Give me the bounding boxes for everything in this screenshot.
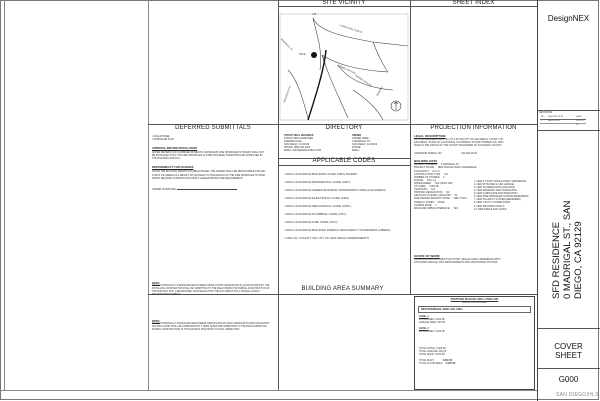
header-project-information: PROJECTION INFORMATION xyxy=(430,125,517,131)
divider-v4 xyxy=(410,0,411,295)
legal-title: LEGAL DESCRIPTION xyxy=(414,134,446,138)
map-label-penasquitos: PENASQUITOS xyxy=(283,85,292,104)
rev-col-description: DESCRIPTION xyxy=(548,116,563,118)
note-1 xyxy=(152,282,274,297)
scope-note: 10. NEW FENCE AND GATES xyxy=(474,207,507,211)
directory-right-line: EMAIL: xyxy=(352,149,360,153)
directory-right-line: SAN DIEGO, CA 92129 xyxy=(352,143,378,147)
area-box-subtitle: GROSS FLOOR AREA xyxy=(462,301,487,305)
project-title-block xyxy=(537,131,600,328)
map-label-paseo: PASEO xyxy=(321,56,327,65)
level2-line: LIVING AREA: 0,000 SF xyxy=(419,329,445,333)
revision-row: 1 REVISION 1 2023-11-25 xyxy=(541,120,585,126)
total-line: TOTAL LIVING: 0,000 SF xyxy=(419,346,446,350)
note-1-text: AN ELECTRONICALLY SIGNED AND REGISTERED INSTALLATION CERTIFICATE (S) (CF2R) POSTED BY THE INSTALLING CONTRACTOR SHALL BE SUBMITTED TO THE FIELD INSPECTOR DURING CONSTRUCTION AT THE BUILDING SITE. A REGISTERED CF2R MEANS THAT THE DOCUMENT HAS A UNIQUE 21-DIGIT REGISTRATION NUMBER. xyxy=(152,285,270,296)
building-data-row: OVERLAY ZONES: NONE xyxy=(414,200,445,204)
divider-v1 xyxy=(4,0,5,390)
code-item: • 2022 CALIFORNIA PLUMBING CODE (CPC) xyxy=(284,212,347,216)
deferred-bullet: • SOLAR PANEL xyxy=(152,135,170,138)
level1-title: LEVEL 1 xyxy=(419,315,429,319)
directory-left-title: STRUCTURAL ENGINEER xyxy=(284,134,314,137)
total-line: TOTAL ROOF: 0,000 SF xyxy=(419,352,445,356)
sheet-number: G000 xyxy=(558,375,579,384)
vicinity-map xyxy=(278,10,410,124)
map-label-camino: CAMINO DEL NORTE xyxy=(339,24,363,35)
level1-line: GARAGE AREA: 000 SF xyxy=(419,321,446,325)
code-item: • 2022 CALIFORNIA BUILDING ENERGY EFFICIENCY STANDARDS (CBEES) xyxy=(284,228,391,232)
code-item: • 2022 CALIFORNIA MECHANICAL CODE (CMC) xyxy=(284,204,351,208)
deferred-bullet: • SPRINKLER PLAN xyxy=(152,138,174,142)
scope-note: 9. NEW RETAINING WALLS xyxy=(474,204,505,208)
area-box-title: PROPOSED BUILDING AREA / DWELLING xyxy=(450,298,499,301)
directory-right-line: 0 MADRIGAL ST. xyxy=(352,140,371,144)
divider-v2 xyxy=(148,0,149,390)
directory-right-line: OWNER NAME xyxy=(352,137,369,141)
note-2-label: NOTE: xyxy=(152,320,161,323)
code-item: • 2022 CALIFORNIA RESIDENTIAL CODE (CRC) xyxy=(284,180,351,184)
directory-left xyxy=(284,134,344,153)
building-data-title: BUILDING DATA xyxy=(414,159,438,164)
divider-h1 xyxy=(278,6,537,7)
map-label-rancho: RANCHO xyxy=(376,86,384,97)
building-data-row: FIRE HAZARD SEVERITY ZONE: VERY HIGH xyxy=(414,197,467,201)
note-2-text: AN ELECTRONICALLY SIGNED AND REGISTERED CERTIFICATE OF FIELD VERIFICATION AND DIAGNOSTIC TESTING (CF3R) SHALL BE COMPLETED BY A HERS RATER AND SUBMITTED TO THE FIELD INSPECTOR DURING CONSTRUCTION AT THE BUILDING SITE PRIOR TO FINAL INSPECTION. xyxy=(152,323,270,331)
directory-left-line: STRUCTURAL DESIGNER xyxy=(284,137,314,141)
revisions-label: REVISIONS xyxy=(539,111,553,114)
header-applicable-codes: APPLICABLE CODES xyxy=(312,158,376,164)
map-label-i15: I-15 xyxy=(312,13,317,16)
apn-row: ASSESSOR PARCEL NO.: 000-000-00-00 xyxy=(414,152,478,156)
map-label-site: SITE xyxy=(299,52,306,56)
scope-note: 3. NEW COVERED PATIO AND DECK xyxy=(474,185,516,189)
header-site-vicinity: SITE VICINITY xyxy=(322,0,366,6)
final-line: TOTAL FLOOR AREA: 0,000 SF xyxy=(419,362,456,366)
building-data-row: PROJECT SCOPE: NEW SINGLE FAMILY RESIDENCE xyxy=(414,166,477,170)
total-line: TOTAL GARAGE: 000 SF xyxy=(419,349,447,353)
header-directory: DIRECTORY xyxy=(325,125,363,131)
site-marker xyxy=(311,52,317,58)
final-line: TOTAL BUILT: 0,000 SF xyxy=(419,359,453,363)
scope-note: 6. NEW FIRE SPRINKLER SYSTEM (DEFERRED) xyxy=(474,195,529,199)
code-item: • 2022 CALIFORNIA GREEN BUILDING STANDARDS CODE (CALGREEN) xyxy=(284,188,386,192)
scope-note: 5. NEW LANDSCAPE AND IRRIGATION xyxy=(474,192,518,196)
project-info xyxy=(414,134,534,264)
building-data-row: CONSTRUCTION TYPE: V-B xyxy=(414,172,448,176)
building-data-row: PROJECT ADDRESS: 0 MADRIGAL ST. xyxy=(414,163,460,167)
note-1-label: NOTE: xyxy=(152,282,161,285)
scope-note: 8. NEW UTILITY CONNECTIONS xyxy=(474,201,511,205)
firm-name: DesignNEX xyxy=(547,14,590,23)
code-item: • 2022 CALIFORNIA FIRE CODE (CFC) xyxy=(284,220,338,224)
project-address-1: 0 MADRIGAL ST., SAN xyxy=(562,200,573,299)
level1-line: LIVING AREA: 0,000 SF xyxy=(419,318,445,322)
code-item: • 2022 CALIFORNIA ELECTRICAL CODE (CEC) xyxy=(284,196,350,200)
divider-h4 xyxy=(278,165,410,166)
scope-title: SCOPE OF WORK xyxy=(414,253,440,258)
project-title-rotated xyxy=(551,129,584,299)
directory-right-title: OWNER xyxy=(352,134,362,137)
scope-note: 2. NEW ATTACHED 2-CAR GARAGE xyxy=(474,182,515,186)
area-table-header: NEW RESIDENCE: DWELLING AREA xyxy=(421,308,463,312)
building-data-row: CLIMATE ZONE: 7 xyxy=(414,203,437,207)
scope-note: 4. NEW DRIVEWAY AND HARDSCAPE xyxy=(474,189,517,193)
building-data-row: ZONING: RS-1-14 xyxy=(414,178,436,182)
code-item: • 2022 CALIFORNIA BUILDING CODE (CBC) 2021IBC xyxy=(284,172,358,176)
sheet-title-line: COVER xyxy=(554,342,583,351)
directory-left-line: SAN DIEGO, CA 92129 xyxy=(284,143,310,147)
legal-text-line: LOT 0 OF RESUBDIVISION OF LOT 0 IN THE CITY OF SAN DIEGO, COUNTY OF xyxy=(414,138,504,141)
map-label-madrigal: MADRIGAL ST xyxy=(279,38,294,52)
building-data-row: HISTORIC DESIGNATION: NO xyxy=(414,191,450,195)
responsibility-title: RESPONSIBILITY FOR CHANGES xyxy=(152,166,194,170)
scope-text-line: ATTACHED GARAGE, SITE IMPROVEMENTS AND ASSOCIATED UTILITIES. xyxy=(414,260,498,264)
legal-text-line: SAN DIEGO, STATE OF CALIFORNIA, ACCORDING TO MAP THEREOF NO. 0000 xyxy=(414,141,504,145)
map-label-carmel2: CARMEL MTN RD xyxy=(354,74,373,88)
deferred-section xyxy=(152,135,274,191)
project-address-2: DIEGO, CA 92129 xyxy=(573,221,584,299)
owner-signature-label: OWNER SIGNATURE: xyxy=(152,188,274,191)
sheet-title xyxy=(537,342,600,360)
scope-note: 1. NEW 2-STORY SINGLE FAMILY RESIDENCE xyxy=(474,179,527,183)
header-building-area-summary: BUILDING AREA SUMMARY xyxy=(301,286,384,292)
directory-right-line: PHONE: xyxy=(352,146,362,150)
code-item: • AND ALL COUNTY OR CITY OF SAN DIEGO AMENDMENTS xyxy=(284,236,369,240)
approval-text: WATER METERS FOR COMBINED DOMESTIC WATER AND FIRE SPRINKLER SYSTEMS SHALL NOT BE INSTALLED UNTIL THE FIRE SPRINKLER SYSTEM HAS BEEN SUBMITTED AND APPROVED BY THE BUILDING OFFICIAL. xyxy=(152,151,265,161)
approval-title: APPROVAL BEFORE INSTALLATION xyxy=(152,147,198,151)
note-2 xyxy=(152,320,274,332)
building-data-row: OCCUPANCY: R-3 / U xyxy=(414,169,441,173)
building-data-row: WILDLAND URBAN INTERFACE: YES xyxy=(414,206,458,210)
directory-left-line: PHONE: (858) 000-0000 xyxy=(284,146,311,150)
scope-note: 7. NEW SOLAR PV SYSTEM (DEFERRED) xyxy=(474,198,521,202)
building-data-row: SPRINKLERED: YES (NFPA 13D) xyxy=(414,181,453,185)
rev-col-no: NO. xyxy=(541,116,545,118)
project-name: SFD RESIDENCE xyxy=(551,221,562,299)
sheet-title-line: SHEET xyxy=(555,351,582,360)
title-divider-number xyxy=(537,368,600,369)
building-data-row: LOT AREA: 0,000 SF xyxy=(414,185,440,189)
header-sheet-index: SHEET INDEX xyxy=(452,0,495,6)
level2-title: LEVEL 2 xyxy=(419,326,429,330)
legal-text-line: FILED IN THE OFFICE OF THE COUNTY RECORDER OF SAN DIEGO COUNTY. xyxy=(414,144,503,148)
scope-notes xyxy=(474,180,534,211)
rev-col-date: DATE xyxy=(576,116,582,118)
building-data-row: GEOLOGIC HAZARD CATEGORY: 52 xyxy=(414,194,458,198)
codes-list xyxy=(284,170,408,242)
divider-h6 xyxy=(0,390,537,391)
directory-right xyxy=(352,134,407,153)
building-data-row: YEAR BUILT: N/A xyxy=(414,188,436,192)
directory-left-line: EMAIL: INFO@DESIGNNEX.COM xyxy=(284,149,321,153)
map-label-carmel: CARMEL MTN RD xyxy=(336,64,356,76)
responsibility-text: AFTER THE BUILDING PERMIT HAS BEEN ISSUED, THE OWNER SHALL BE RESPONSIBLE FOR ANY COSTS INCURRED AS A RESULT OF CHANGES TO THE DESIGN OF THE FIRE SPRINKLER SYSTEM WHICH REQUIRE A MODIFICATION AND A LARGER METER SIZE REQUIREMENT. xyxy=(152,170,266,180)
title-divider-sheet xyxy=(537,328,600,329)
directory-left-line: ADDRESS LINE xyxy=(284,140,302,144)
area-summary-box xyxy=(414,296,535,390)
scope-text-line: CONSTRUCTION OF A NEW TWO-STORY SINGLE FAMILY RESIDENCE WITH xyxy=(414,257,501,261)
header-deferred-submittals: DEFERRED SUBMITTALS xyxy=(175,125,251,131)
footer-logo: SAN DIEGO|HLS xyxy=(556,392,599,398)
building-data-row: NUMBER OF STORIES: 2 xyxy=(414,175,445,179)
